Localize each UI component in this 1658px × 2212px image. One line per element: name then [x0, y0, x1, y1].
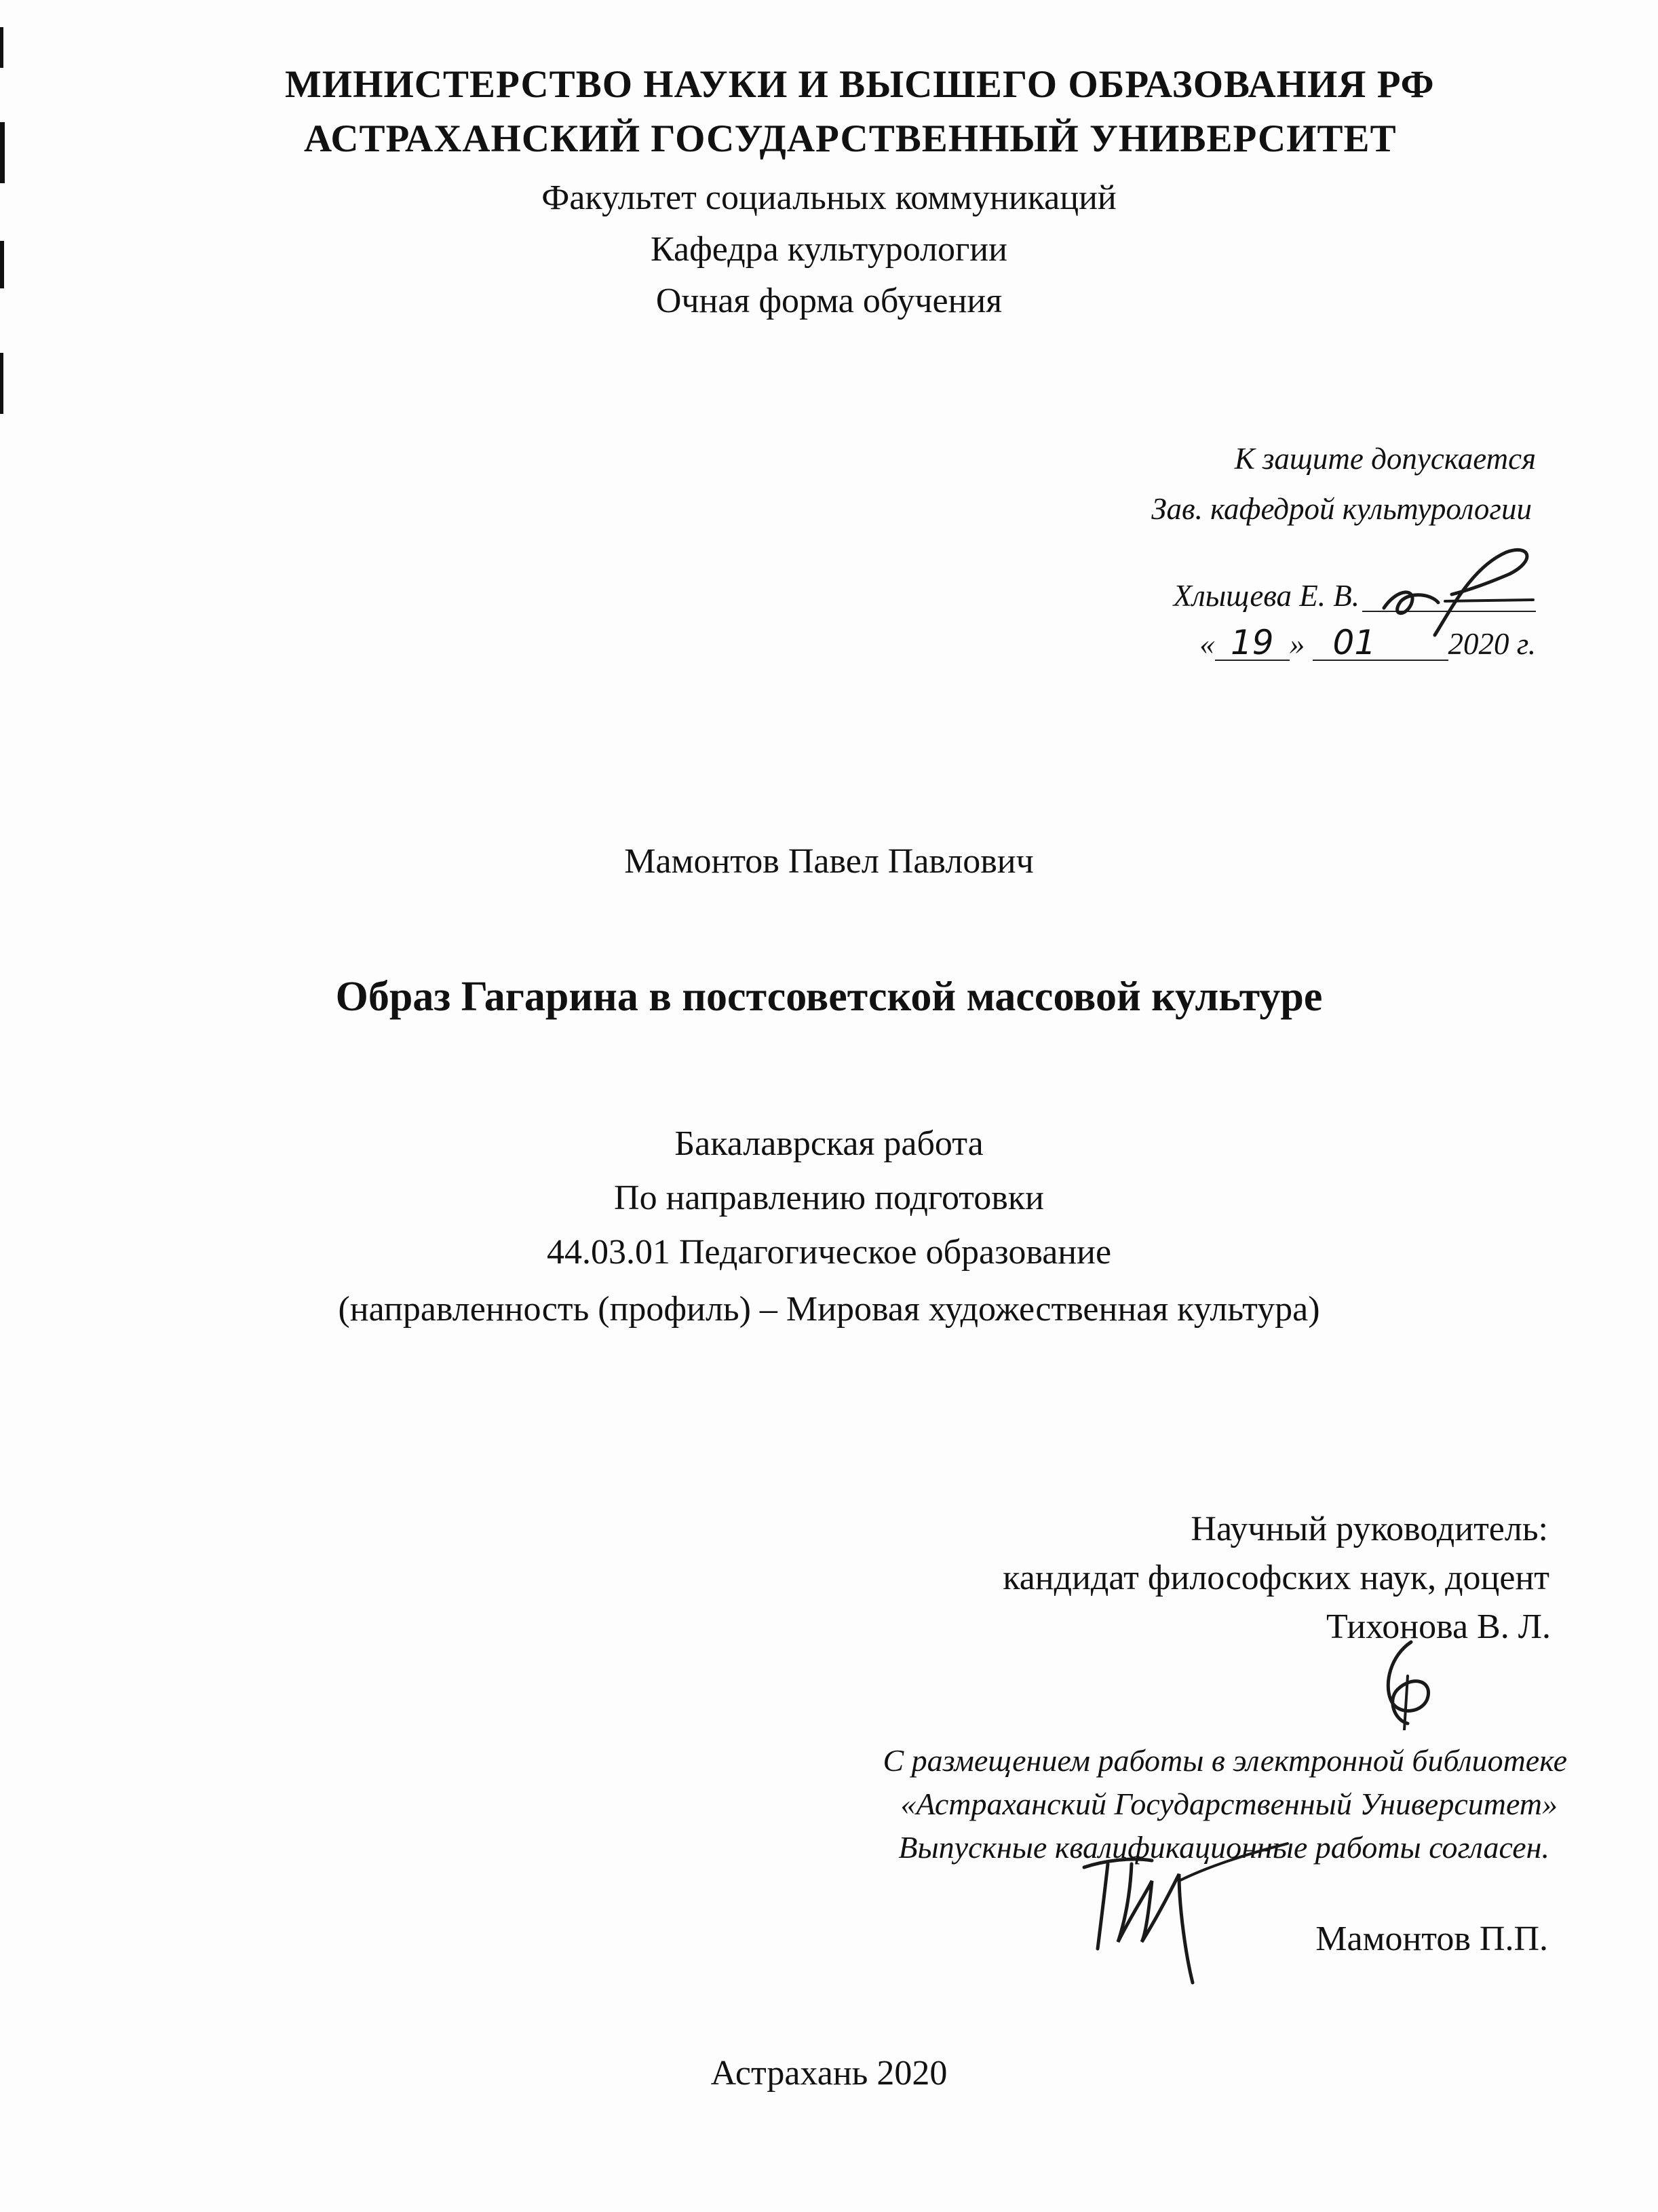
approval-head-position: Зав. кафедрой культурологии [1151, 492, 1532, 526]
date-close-quote: » [1289, 627, 1305, 661]
scan-artifact [0, 353, 3, 414]
date-year: 2020 г. [1448, 627, 1536, 661]
approval-head-name: Хлыщева Е. В. [1173, 579, 1360, 613]
supervisor-signature-icon [1370, 1635, 1445, 1730]
study-form: Очная форма обучения [655, 282, 1003, 320]
scan-artifact [0, 122, 5, 183]
student-name: Мамонтов П.П. [1315, 1920, 1548, 1958]
scan-artifact [0, 27, 3, 68]
ministry-name: МИНИСТЕРСТВО НАУКИ И ВЫСШЕГО ОБРАЗОВАНИЯ РФ [285, 63, 1435, 106]
author-name: Мамонтов Павел Павлович [624, 842, 1034, 881]
direction-profile: (направленность (профиль) – Мировая художественная культура) [338, 1290, 1320, 1329]
direction-code: 44.03.01 Педагогическое образование [546, 1233, 1112, 1272]
work-type: Бакалаврская работа [674, 1124, 984, 1163]
supervisor-label: Научный руководитель: [1191, 1510, 1548, 1548]
consent-line-1: С размещением работы в электронной библиотеке [883, 1743, 1567, 1778]
date-month-field: 01 [1313, 626, 1448, 661]
date-day-field: 19 [1215, 626, 1290, 661]
approval-title: К защите допускается [1234, 442, 1536, 476]
supervisor-degree: кандидат философских наук, доцент [1003, 1559, 1549, 1597]
supervisor-name: Тихонова В. Л. [1326, 1607, 1551, 1646]
approval-date [1199, 623, 1536, 662]
date-open-quote: « [1199, 627, 1215, 661]
thesis-title: Образ Гагарина в постсоветской массовой культуре [335, 974, 1323, 1020]
university-name: АСТРАХАНСКИЙ ГОСУДАРСТВЕННЫЙ УНИВЕРСИТЕТ [304, 117, 1397, 160]
student-signature-icon [1077, 1840, 1294, 1989]
department-name: Кафедра культурологии [651, 230, 1007, 269]
direction-label: По направлению подготовки [614, 1179, 1044, 1217]
consent-line-2: «Астраханский Государственный Университет» [900, 1787, 1558, 1821]
faculty-name: Факультет социальных коммуникаций [541, 178, 1117, 217]
consent-line-3: Выпускные квалификационные работы согласен. [898, 1830, 1549, 1865]
city-year: Астрахань 2020 [710, 2054, 948, 2093]
